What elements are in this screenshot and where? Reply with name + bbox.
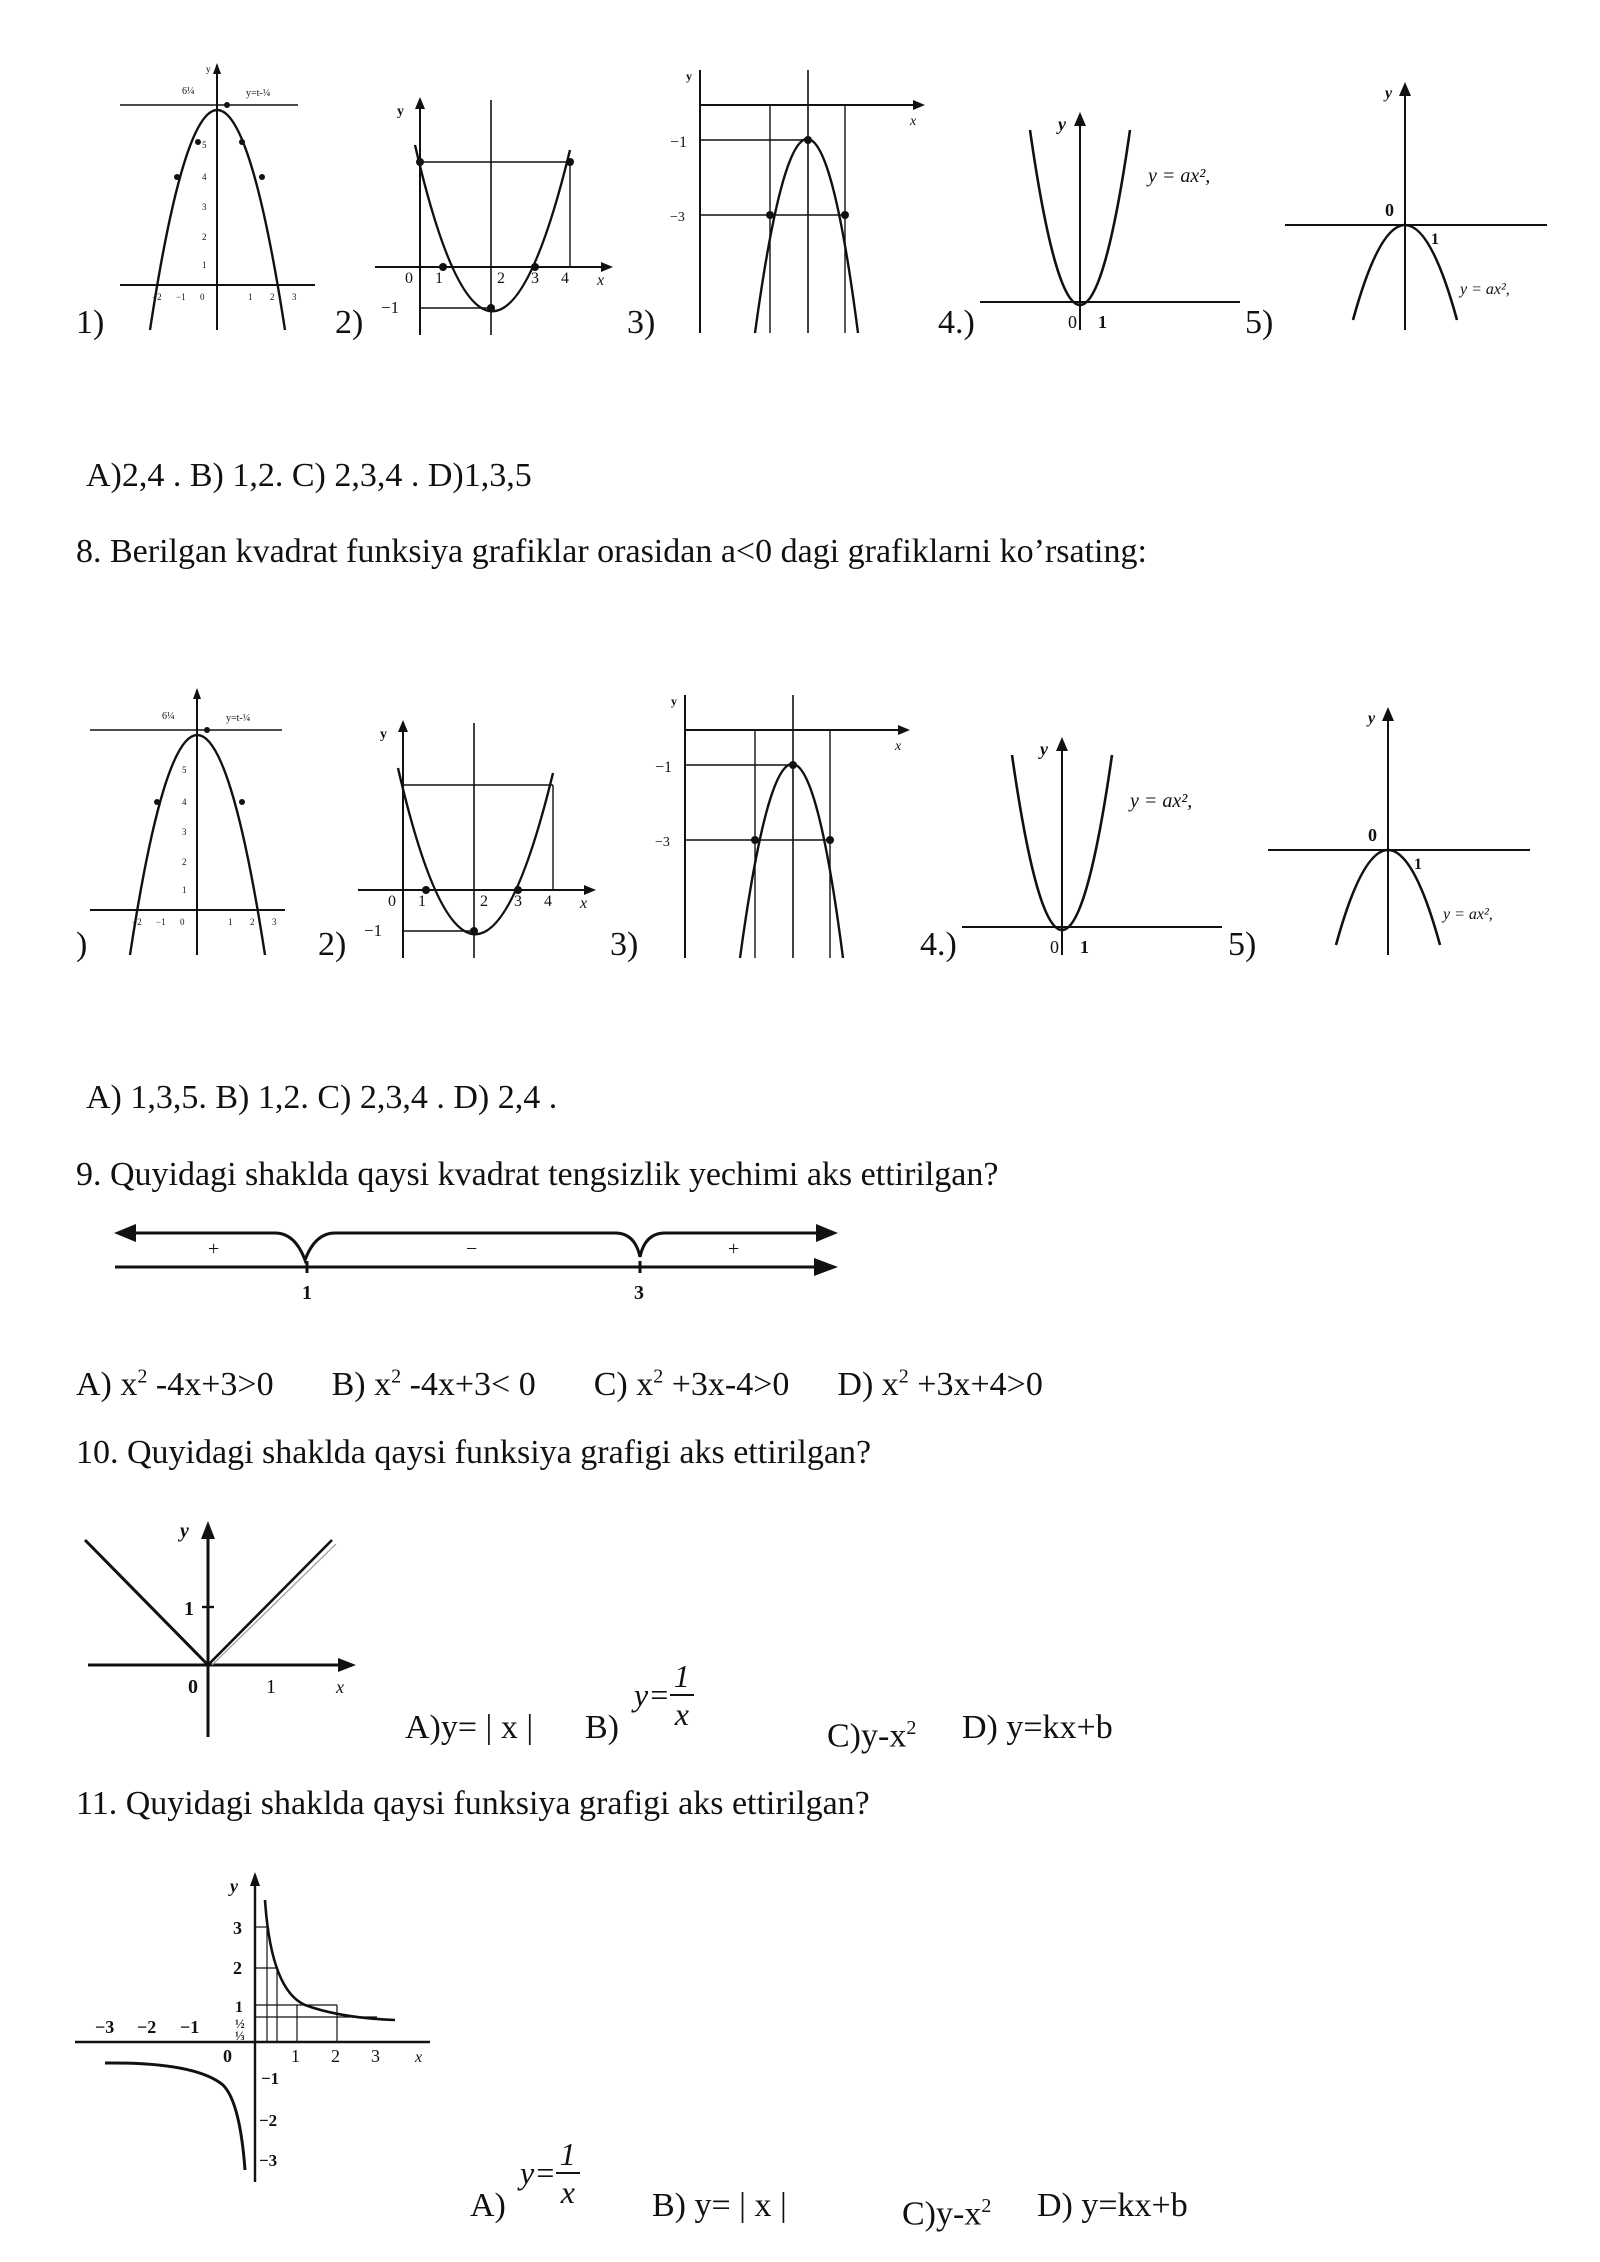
svg-text:1: 1 bbox=[248, 292, 253, 302]
abs-value-graph bbox=[80, 1515, 360, 1740]
sign-plus-right: + bbox=[728, 1238, 740, 1260]
svg-text:−1: −1 bbox=[261, 2069, 280, 2088]
svg-text:3: 3 bbox=[514, 893, 522, 910]
svg-text:4: 4 bbox=[182, 797, 187, 807]
q9-options bbox=[76, 1357, 1043, 1405]
svg-text:0: 0 bbox=[1050, 937, 1059, 957]
svg-text:x: x bbox=[580, 895, 588, 912]
q8-parabola-graph-4 bbox=[962, 735, 1232, 960]
q8-graph-label-2: 2) bbox=[318, 926, 347, 963]
q8-parabola-graph-1 bbox=[90, 685, 290, 960]
svg-text:2: 2 bbox=[331, 2046, 340, 2066]
svg-text:y: y bbox=[180, 1520, 189, 1542]
svg-text:y: y bbox=[1058, 114, 1066, 134]
svg-text:3: 3 bbox=[531, 270, 539, 287]
svg-text:y: y bbox=[397, 104, 404, 119]
sign-plus-left: + bbox=[208, 1238, 220, 1260]
svg-text:3: 3 bbox=[371, 2046, 380, 2066]
svg-text:1: 1 bbox=[228, 917, 233, 927]
parabola-graph-4 bbox=[980, 110, 1250, 335]
svg-text:4: 4 bbox=[202, 172, 207, 182]
svg-text:0: 0 bbox=[1068, 312, 1077, 332]
q8-graph-label-5: 5) bbox=[1228, 926, 1257, 963]
svg-text:⅓: ⅓ bbox=[235, 2028, 245, 2043]
g1-ymax: 6¼ bbox=[182, 86, 195, 97]
q10-option-c: $C)y-x^2$ bbox=[827, 1717, 917, 1755]
parabola-graph-3 bbox=[660, 65, 930, 335]
q11-fraction: y= $\frac{1}{x}$ bbox=[520, 2136, 580, 2210]
svg-text:2: 2 bbox=[270, 292, 275, 302]
svg-text:2: 2 bbox=[250, 917, 255, 927]
svg-text:−3: −3 bbox=[259, 2151, 278, 2170]
svg-text:0: 0 bbox=[188, 1676, 198, 1698]
q10-question: 10. Quyidagi shaklda qaysi funksiya grafigi aks ettirilgan? bbox=[76, 1434, 872, 1471]
q9-question: 9. Quyidagi shaklda qaysi kvadrat tengsizlik yechimi aks ettirilgan? bbox=[76, 1156, 999, 1193]
graph-label-5: 5) bbox=[1245, 304, 1274, 341]
q11-option-a: A) bbox=[470, 2187, 506, 2224]
svg-text:0: 0 bbox=[405, 270, 413, 287]
q11-option-d: D) y=kx+b bbox=[1037, 2187, 1188, 2224]
svg-text:x: x bbox=[597, 272, 605, 289]
svg-text:3: 3 bbox=[272, 917, 277, 927]
svg-text:y = ax²,: y = ax², bbox=[1460, 281, 1510, 298]
svg-text:y = ax²,: y = ax², bbox=[1130, 790, 1193, 812]
svg-text:3: 3 bbox=[202, 202, 207, 212]
q8-options: A) 1,3,5. B) 1,2. C) 2,3,4 . D) 2,4 . bbox=[86, 1079, 558, 1116]
svg-text:1: 1 bbox=[1080, 937, 1089, 957]
q9-option-d: D) $x^2 +3x+4>0$ bbox=[837, 1366, 1043, 1404]
sign-number-line bbox=[110, 1215, 840, 1310]
q10-fraction: y= $\frac{1}{x}$ bbox=[634, 1658, 694, 1732]
q8-parabola-graph-2 bbox=[358, 718, 598, 968]
svg-text:y: y bbox=[1368, 710, 1376, 727]
svg-text:2: 2 bbox=[182, 857, 187, 867]
svg-text:−2: −2 bbox=[132, 917, 142, 927]
svg-text:y = ax²,: y = ax², bbox=[1443, 906, 1493, 923]
svg-text:−1: −1 bbox=[180, 2017, 200, 2037]
svg-text:1: 1 bbox=[235, 1999, 243, 2016]
svg-text:0: 0 bbox=[200, 292, 205, 302]
svg-text:2: 2 bbox=[480, 893, 488, 910]
svg-text:1: 1 bbox=[291, 2046, 300, 2066]
parabola-graph-2 bbox=[375, 95, 615, 345]
svg-text:0: 0 bbox=[180, 917, 185, 927]
svg-text:−1: −1 bbox=[655, 759, 673, 776]
q8-graph-label-1: ) bbox=[76, 926, 88, 963]
svg-text:x: x bbox=[415, 2049, 423, 2066]
svg-text:4: 4 bbox=[561, 270, 569, 287]
svg-text:y = ax²,: y = ax², bbox=[1148, 165, 1211, 187]
svg-text:0: 0 bbox=[1385, 200, 1394, 220]
q8-parabola-graph-5 bbox=[1268, 705, 1533, 960]
svg-text:−1: −1 bbox=[176, 292, 186, 302]
svg-text:0: 0 bbox=[223, 2046, 232, 2066]
svg-text:1: 1 bbox=[418, 893, 426, 910]
svg-text:−2: −2 bbox=[259, 2111, 278, 2130]
svg-text:−1: −1 bbox=[670, 134, 688, 151]
svg-text:y: y bbox=[380, 727, 387, 742]
q8-question: 8. Berilgan kvadrat funksiya grafiklar orasidan a<0 dagi grafiklarni ko’rsating: bbox=[76, 533, 1147, 570]
q11-question: 11. Quyidagi shaklda qaysi funksiya grafigi aks ettirilgan? bbox=[76, 1785, 870, 1822]
svg-text:0: 0 bbox=[388, 893, 396, 910]
svg-text:−1: −1 bbox=[364, 921, 383, 940]
svg-text:−3: −3 bbox=[655, 835, 670, 850]
q11-option-c: $C)y-x^2$ bbox=[902, 2195, 992, 2233]
svg-text:1: 1 bbox=[202, 260, 207, 270]
svg-text:4: 4 bbox=[544, 893, 552, 910]
svg-text:2: 2 bbox=[202, 232, 207, 242]
g1-eq: y=t-¼ bbox=[246, 88, 271, 99]
graph-label-3: 3) bbox=[627, 304, 656, 341]
svg-text:5: 5 bbox=[182, 765, 187, 775]
parabola-graph-1 bbox=[120, 60, 320, 335]
svg-text:½: ½ bbox=[235, 2016, 245, 2031]
g1-y-label: y bbox=[206, 64, 211, 74]
q10-option-b: B) bbox=[585, 1709, 619, 1746]
svg-text:0: 0 bbox=[1368, 825, 1377, 845]
svg-text:x: x bbox=[895, 739, 902, 754]
svg-text:1: 1 bbox=[266, 1676, 276, 1698]
svg-text:2: 2 bbox=[497, 270, 505, 287]
q9-option-a: A) $x^2$ -4x+3>0 bbox=[76, 1366, 274, 1404]
svg-text:y: y bbox=[686, 69, 692, 83]
svg-text:y: y bbox=[230, 1876, 238, 1896]
svg-text:5: 5 bbox=[202, 140, 207, 150]
graph-label-1: 1) bbox=[76, 304, 105, 341]
svg-text:6¼: 6¼ bbox=[162, 711, 175, 722]
svg-text:y: y bbox=[671, 694, 677, 708]
q9-option-b: B) $x^2$ -4x+3< 0 bbox=[331, 1366, 536, 1404]
sign-minus: − bbox=[466, 1238, 478, 1260]
svg-text:−2: −2 bbox=[152, 292, 162, 302]
hyperbola-graph bbox=[75, 1870, 445, 2185]
svg-text:3: 3 bbox=[292, 292, 297, 302]
svg-text:1: 1 bbox=[1098, 312, 1107, 332]
q11-option-b: B) y= | x | bbox=[652, 2187, 787, 2224]
parabola-graph-5 bbox=[1285, 80, 1550, 335]
svg-text:1: 1 bbox=[182, 885, 187, 895]
svg-text:x: x bbox=[910, 114, 917, 129]
svg-text:1: 1 bbox=[184, 1598, 194, 1620]
svg-text:2: 2 bbox=[233, 1958, 242, 1978]
q9-option-c: C) $x^2 +3x-4>0$ bbox=[593, 1366, 790, 1404]
graph-label-2: 2) bbox=[335, 304, 364, 341]
q10-option-d: D) y=kx+b bbox=[962, 1709, 1113, 1746]
tick-3: 3 bbox=[634, 1282, 644, 1304]
svg-text:−2: −2 bbox=[137, 2017, 157, 2037]
tick-1: 1 bbox=[302, 1282, 312, 1304]
svg-text:y: y bbox=[1385, 85, 1393, 102]
svg-text:−1: −1 bbox=[156, 917, 166, 927]
svg-text:−3: −3 bbox=[95, 2017, 115, 2037]
svg-text:x: x bbox=[336, 1677, 344, 1697]
svg-text:y: y bbox=[1040, 739, 1048, 759]
svg-text:1: 1 bbox=[435, 270, 443, 287]
svg-text:1: 1 bbox=[1414, 856, 1422, 873]
svg-text:3: 3 bbox=[182, 827, 187, 837]
q8-parabola-graph-3 bbox=[645, 690, 915, 960]
q10-option-a: A)y= | x | bbox=[405, 1709, 534, 1746]
svg-text:3: 3 bbox=[233, 1918, 242, 1938]
graph-label-4: 4.) bbox=[938, 304, 975, 341]
svg-text:1: 1 bbox=[1431, 231, 1439, 248]
q8-graph-label-4: 4.) bbox=[920, 926, 957, 963]
svg-text:y=t-¼: y=t-¼ bbox=[226, 713, 251, 724]
q7-options: A)2,4 . B) 1,2. C) 2,3,4 . D)1,3,5 bbox=[86, 457, 532, 494]
svg-text:−1: −1 bbox=[381, 298, 400, 317]
q8-graph-label-3: 3) bbox=[610, 926, 639, 963]
svg-text:−3: −3 bbox=[670, 210, 685, 225]
